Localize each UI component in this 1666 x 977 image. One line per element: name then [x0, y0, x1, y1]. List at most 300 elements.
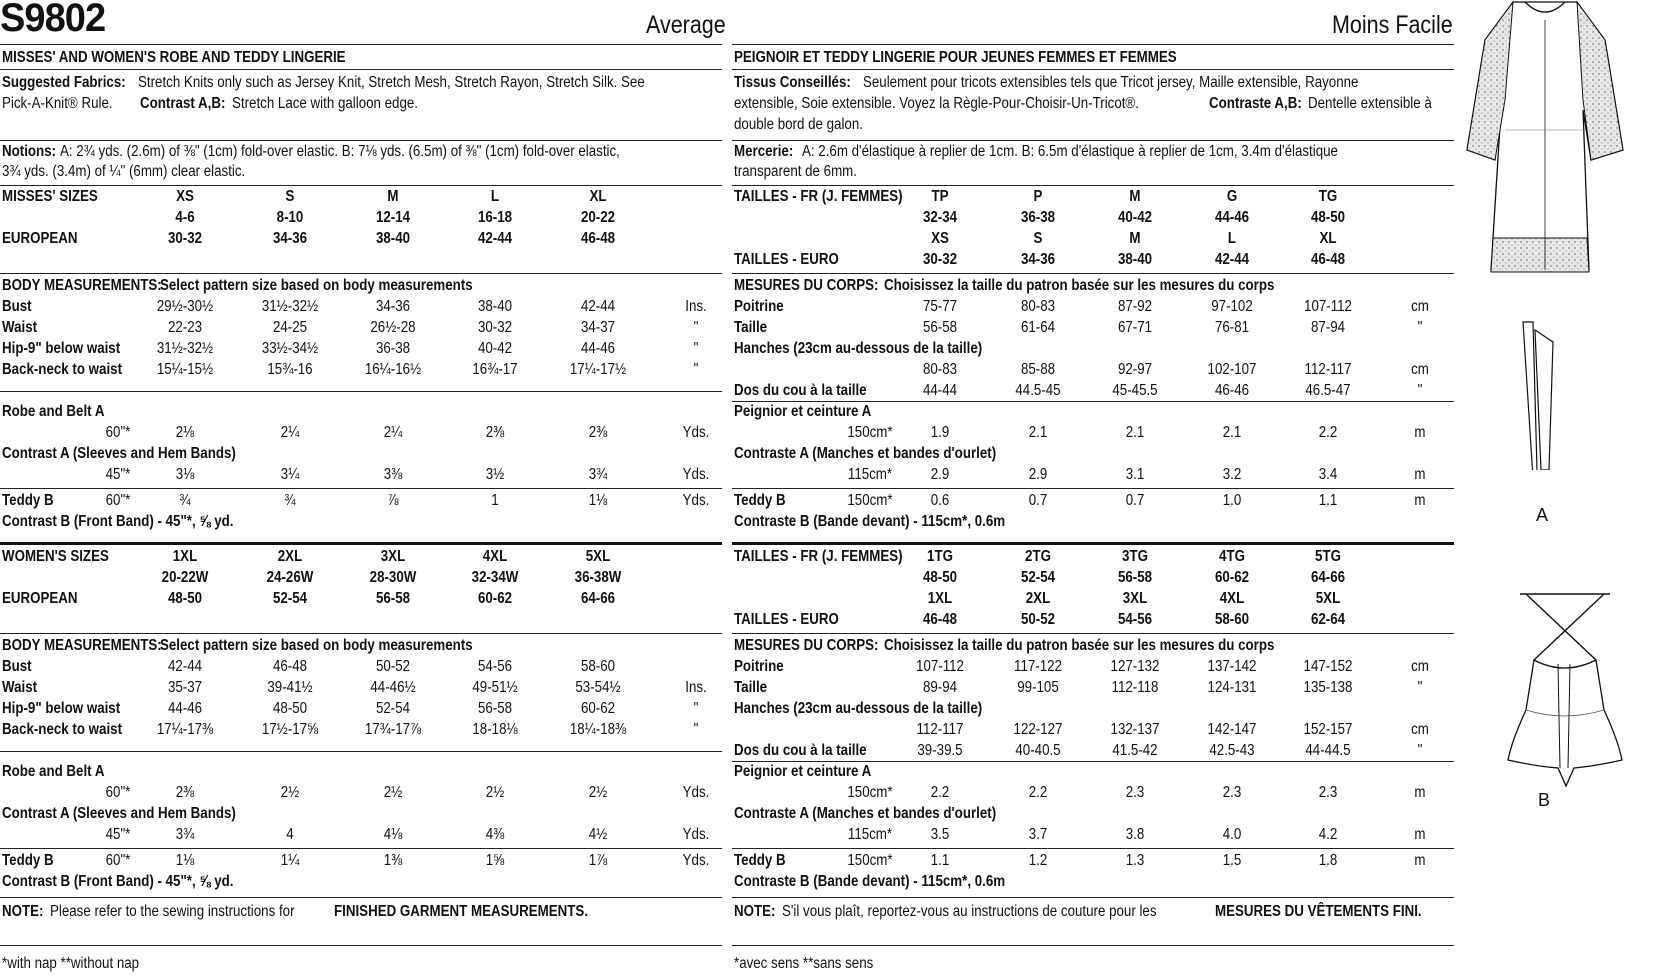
fabrics-label: Tissus Conseillés:	[734, 74, 851, 91]
measure-label: Dos du cou à la taille	[734, 382, 867, 399]
table-cell: 39-41½	[267, 679, 313, 696]
table-cell: 1.1	[930, 852, 950, 869]
table-cell: 34-36	[1020, 251, 1056, 268]
table-cell: 42.5-43	[1209, 742, 1255, 759]
table-cell: 3⅛	[175, 466, 195, 483]
measure-label: Poitrine	[734, 298, 784, 315]
table-cell: 4⅛	[383, 826, 403, 843]
measure-label: Taille	[734, 679, 768, 696]
fabrics-text: extensible, Soie extensible. Voyez la Règle-Pour-Choisir-Un-Tricot®.	[734, 95, 1139, 112]
divider	[732, 273, 1454, 274]
euro-label: TAILLES - EURO	[734, 251, 839, 268]
table-cell: 30-32	[167, 230, 203, 247]
table-cell: 3.8	[1125, 826, 1145, 843]
table-cell: 15¼-15½	[156, 361, 214, 378]
table-cell: 67-71	[1117, 319, 1153, 336]
yardage-label: Contrast A (Sleeves and Hem Bands)	[2, 805, 236, 822]
table-cell: 38-40	[375, 230, 411, 247]
table-cell: M	[1129, 230, 1141, 247]
table-cell: 42-44	[580, 298, 616, 315]
measure-label: Bust	[2, 298, 32, 315]
teddy-illustration	[1500, 590, 1630, 790]
table-cell: 102-107	[1207, 361, 1257, 378]
divider	[732, 633, 1454, 634]
table-cell: 32-34W	[471, 569, 519, 586]
section-title: PEIGNOIR ET TEDDY LINGERIE POUR JEUNES FEMMES ET FEMMES	[734, 49, 1177, 66]
divider	[732, 761, 1454, 762]
table-cell: 56-58	[922, 319, 958, 336]
fabric-width: 60"*	[105, 424, 131, 441]
measure-label: Back-neck to waist	[2, 721, 123, 738]
unit: Ins.	[685, 679, 707, 696]
table-cell: 40-42	[1117, 209, 1153, 226]
unit: cm	[1411, 361, 1429, 378]
unit: Yds.	[682, 852, 710, 869]
table-cell: 60-62	[580, 700, 616, 717]
table-cell: 50-52	[375, 658, 411, 675]
table-cell: 2½	[383, 784, 403, 801]
table-cell: L	[1227, 230, 1237, 247]
fabric-width: 150cm*	[847, 424, 893, 441]
fabrics-text: Seulement pour tricots extensibles tels que Tricot jersey, Maille extensible, Rayonne	[863, 74, 1359, 91]
view-a-label: A	[1536, 505, 1549, 525]
table-cell: 48-50	[1310, 209, 1346, 226]
table-cell: 3.5	[930, 826, 950, 843]
table-cell: 2¼	[383, 424, 403, 441]
table-cell: 1⅝	[485, 852, 505, 869]
table-cell: 80-83	[922, 361, 958, 378]
table-cell: 80-83	[1020, 298, 1056, 315]
table-cell: 17½-17⅝	[261, 721, 319, 738]
measure-label: Hip-9" below waist	[2, 340, 121, 357]
table-cell: 60-62	[1214, 569, 1250, 586]
fabric-width: 60"*	[105, 492, 131, 509]
table-cell: 0.6	[930, 492, 950, 509]
table-cell: 30-32	[477, 319, 513, 336]
table-cell: 2.3	[1222, 784, 1242, 801]
notions-text: A: 2¾ yds. (2.6m) of ⅜" (1cm) fold-over elastic. B: 7⅛ yds. (6.5m) of ⅜" (1cm) fold-over elastic,	[60, 143, 620, 160]
table-cell: XL	[589, 188, 607, 205]
table-cell: 2.3	[1125, 784, 1145, 801]
table-cell: 4TG	[1219, 548, 1245, 565]
table-cell: P	[1033, 188, 1043, 205]
divider	[0, 185, 722, 186]
unit: m	[1414, 424, 1426, 441]
euro-label: EUROPEAN	[2, 590, 78, 607]
measure-label: Bust	[2, 658, 32, 675]
table-cell: 99-105	[1017, 679, 1059, 696]
unit: "	[693, 340, 699, 357]
table-cell: 124-131	[1207, 679, 1257, 696]
table-cell: 3½	[485, 466, 505, 483]
table-cell: 8-10	[276, 209, 304, 226]
table-cell: M	[1129, 188, 1141, 205]
contrast-label: Contraste A,B:	[1209, 95, 1302, 112]
table-cell: 20-22	[580, 209, 616, 226]
divider	[0, 751, 722, 752]
table-cell: 3.7	[1028, 826, 1048, 843]
divider	[732, 488, 1454, 489]
table-cell: 1	[491, 492, 499, 509]
footer-note: *avec sens **sans sens	[734, 955, 874, 972]
table-cell: 46-48	[1310, 251, 1346, 268]
table-cell: 24-26W	[266, 569, 314, 586]
section-title: MISSES' AND WOMEN'S ROBE AND TEDDY LINGERIE	[2, 49, 346, 66]
table-cell: 36-38W	[574, 569, 622, 586]
contrast-b-label: Contraste B (Bande devant) - 115cm*, 0.6m	[734, 513, 1006, 530]
table-cell: 28-30W	[369, 569, 417, 586]
unit: "	[1417, 742, 1423, 759]
notions-text: transparent de 6mm.	[734, 163, 857, 180]
table-cell: 31½-32½	[261, 298, 319, 315]
table-cell: 38-40	[1117, 251, 1153, 268]
table-cell: 2½	[280, 784, 300, 801]
yardage-label: Contraste A (Manches et bandes d'ourlet)	[734, 445, 997, 462]
table-cell: 36-38	[375, 340, 411, 357]
table-cell: 2⅜	[485, 424, 505, 441]
unit: "	[1417, 679, 1423, 696]
table-cell: G	[1226, 188, 1238, 205]
table-cell: 2.1	[1028, 424, 1048, 441]
fabric-width: 45"*	[105, 826, 131, 843]
table-cell: 75-77	[922, 298, 958, 315]
table-cell: 44-44.5	[1305, 742, 1351, 759]
table-cell: 52-54	[272, 590, 308, 607]
table-cell: XS	[176, 188, 194, 205]
table-cell: 26½-28	[370, 319, 416, 336]
note-text: S'il vous plaît, reportez-vous au instructions de couture pour les	[782, 903, 1157, 920]
euro-label: EUROPEAN	[2, 230, 78, 247]
table-cell: 56-58	[477, 700, 513, 717]
unit: m	[1414, 492, 1426, 509]
unit: cm	[1411, 658, 1429, 675]
table-cell: 1.1	[1318, 492, 1338, 509]
table-cell: 2.1	[1125, 424, 1145, 441]
table-cell: 42-44	[477, 230, 513, 247]
table-cell: 4-6	[175, 209, 195, 226]
table-cell: 122-127	[1013, 721, 1063, 738]
unit: "	[693, 361, 699, 378]
table-cell: 36-38	[1020, 209, 1056, 226]
table-cell: 30-32	[922, 251, 958, 268]
difficulty-en: Average	[646, 11, 726, 39]
notions-text: 3¾ yds. (3.4m) of ¼" (6mm) clear elastic.	[2, 163, 246, 180]
divider	[0, 44, 722, 45]
table-cell: 3.2	[1222, 466, 1242, 483]
table-cell: 85-88	[1020, 361, 1056, 378]
fabrics-text: double bord de galon.	[734, 116, 863, 133]
view-b-label: B	[1538, 790, 1551, 810]
robe-illustration	[1465, 0, 1625, 470]
table-cell: 34-36	[375, 298, 411, 315]
fabric-width: 150cm*	[847, 852, 893, 869]
table-cell: 44-46½	[370, 679, 416, 696]
table-cell: 45-45.5	[1112, 382, 1158, 399]
size-label: TAILLES - FR (J. FEMMES)	[734, 548, 903, 565]
divider	[732, 185, 1454, 186]
table-cell: 1.0	[1222, 492, 1242, 509]
fabrics-text: Pick-A-Knit® Rule.	[2, 95, 113, 112]
table-cell: 34-37	[580, 319, 616, 336]
table-cell: 41.5-42	[1112, 742, 1158, 759]
divider	[0, 69, 722, 70]
table-cell: 61-64	[1020, 319, 1056, 336]
table-cell: 48-50	[272, 700, 308, 717]
yardage-label: Teddy B	[734, 492, 786, 509]
table-cell: 132-137	[1110, 721, 1160, 738]
yardage-label: Peignior et ceinture A	[734, 763, 872, 780]
table-cell: 52-54	[1020, 569, 1056, 586]
table-cell: 97-102	[1211, 298, 1253, 315]
table-cell: 62-64	[1310, 611, 1346, 628]
table-cell: 4XL	[482, 548, 508, 565]
table-cell: 16-18	[477, 209, 513, 226]
table-cell: 46-46	[1214, 382, 1250, 399]
table-cell: 17¼-17⅜	[156, 721, 214, 738]
table-cell: 52-54	[375, 700, 411, 717]
table-cell: 20-22W	[161, 569, 209, 586]
table-cell: 44-46	[580, 340, 616, 357]
table-cell: 2¼	[280, 424, 300, 441]
fabric-width: 60"*	[105, 852, 131, 869]
divider	[732, 542, 1454, 545]
unit: m	[1414, 784, 1426, 801]
yardage-label: Robe and Belt A	[2, 403, 105, 420]
table-cell: 1⅞	[588, 852, 608, 869]
table-cell: 2.1	[1222, 424, 1242, 441]
note-label: NOTE:	[2, 903, 44, 920]
unit: Yds.	[682, 784, 710, 801]
table-cell: 3¼	[280, 466, 300, 483]
table-cell: 89-94	[922, 679, 958, 696]
note-label: NOTE:	[734, 903, 776, 920]
divider	[732, 44, 1454, 45]
table-cell: 4.2	[1318, 826, 1338, 843]
table-cell: 3XL	[1122, 590, 1148, 607]
contrast-b-label: Contraste B (Bande devant) - 115cm*, 0.6m	[734, 873, 1006, 890]
fabrics-label: Suggested Fabrics:	[2, 74, 126, 91]
table-cell: 12-14	[375, 209, 411, 226]
unit: m	[1414, 826, 1426, 843]
unit: cm	[1411, 298, 1429, 315]
table-cell: 4½	[588, 826, 608, 843]
contrast-b-label: Contrast B (Front Band) - 45"*, ⅝ yd.	[2, 513, 234, 530]
unit: "	[1417, 382, 1423, 399]
body-measurements-label: MESURES DU CORPS:	[734, 277, 879, 294]
divider	[0, 848, 722, 849]
table-cell: 31½-32½	[156, 340, 214, 357]
unit: Yds.	[682, 492, 710, 509]
fabric-width: 150cm*	[847, 784, 893, 801]
table-cell: 87-92	[1117, 298, 1153, 315]
table-cell: 2⅜	[588, 424, 608, 441]
footer-note: *with nap **without nap	[2, 955, 140, 972]
table-cell: 1.8	[1318, 852, 1338, 869]
table-cell: 46-48	[922, 611, 958, 628]
table-cell: 50-52	[1020, 611, 1056, 628]
divider	[0, 897, 722, 898]
table-cell: 117-122	[1014, 658, 1062, 675]
fabric-width: 60"*	[105, 784, 131, 801]
unit: cm	[1411, 721, 1429, 738]
table-cell: ¾	[179, 492, 191, 509]
fabric-width: 150cm*	[847, 492, 893, 509]
table-cell: 58-60	[580, 658, 616, 675]
yardage-label: Peignior et ceinture A	[734, 403, 872, 420]
table-cell: 1TG	[927, 548, 953, 565]
table-cell: 152-157	[1303, 721, 1353, 738]
table-cell: TG	[1318, 188, 1338, 205]
table-cell: 35-37	[167, 679, 203, 696]
table-cell: 64-66	[1310, 569, 1346, 586]
table-cell: 15¾-16	[267, 361, 313, 378]
table-cell: 1.9	[930, 424, 950, 441]
unit: Yds.	[682, 424, 710, 441]
table-cell: 2⅛	[175, 424, 195, 441]
size-label: TAILLES - FR (J. FEMMES)	[734, 188, 903, 205]
table-cell: 3⅜	[383, 466, 403, 483]
table-cell: 3.4	[1318, 466, 1338, 483]
table-cell: 46-48	[580, 230, 616, 247]
table-cell: 56-58	[1117, 569, 1153, 586]
divider	[0, 945, 722, 946]
table-cell: 135-138	[1303, 679, 1353, 696]
table-cell: 39-39.5	[917, 742, 963, 759]
table-cell: 56-58	[375, 590, 411, 607]
yardage-label: Teddy B	[2, 852, 54, 869]
table-cell: 42-44	[167, 658, 203, 675]
table-cell: 42-44	[1214, 251, 1250, 268]
unit: Yds.	[682, 826, 710, 843]
table-cell: 2XL	[277, 548, 303, 565]
table-cell: 4	[286, 826, 294, 843]
table-cell: 29½-30½	[156, 298, 214, 315]
table-cell: 2.3	[1318, 784, 1338, 801]
measure-label: Hip-9" below waist	[2, 700, 121, 717]
table-cell: 87-94	[1310, 319, 1346, 336]
fabric-width: 115cm*	[847, 466, 893, 483]
measure-label: Taille	[734, 319, 768, 336]
table-cell: 1XL	[172, 548, 198, 565]
table-cell: 46-48	[272, 658, 308, 675]
measure-label: Back-neck to waist	[2, 361, 123, 378]
body-measurements-text: Choisissez la taille du patron basée sur les mesures du corps	[884, 637, 1275, 654]
table-cell: 2⅜	[175, 784, 195, 801]
fabric-width: 115cm*	[847, 826, 893, 843]
pattern-code: S9802	[0, 0, 106, 40]
table-cell: S	[1033, 230, 1043, 247]
note-text: Please refer to the sewing instructions for	[50, 903, 295, 920]
table-cell: 0.7	[1028, 492, 1048, 509]
divider	[0, 273, 722, 274]
divider	[0, 542, 722, 545]
unit: m	[1414, 852, 1426, 869]
divider	[0, 140, 722, 141]
table-cell: 24-25	[272, 319, 308, 336]
table-cell: 44.5-45	[1015, 382, 1061, 399]
table-cell: 3¾	[175, 826, 195, 843]
table-cell: 76-81	[1214, 319, 1250, 336]
unit: "	[693, 721, 699, 738]
table-cell: 18¼-18⅜	[569, 721, 627, 738]
table-cell: L	[490, 188, 500, 205]
table-cell: 112-118	[1111, 679, 1159, 696]
table-cell: 112-117	[1304, 361, 1352, 378]
divider	[732, 897, 1454, 898]
note-bold: FINISHED GARMENT MEASUREMENTS.	[334, 903, 589, 920]
table-cell: 5XL	[585, 548, 611, 565]
table-cell: 18-18⅛	[472, 721, 518, 738]
table-cell: 2.9	[1028, 466, 1048, 483]
table-cell: 58-60	[1214, 611, 1250, 628]
unit: Ins.	[685, 298, 707, 315]
unit: "	[1417, 319, 1423, 336]
fabric-width: 45"*	[105, 466, 131, 483]
divider	[732, 848, 1454, 849]
table-cell: 2XL	[1025, 590, 1051, 607]
table-cell: 53-54½	[575, 679, 621, 696]
table-cell: 5XL	[1315, 590, 1341, 607]
yardage-label: Contrast A (Sleeves and Hem Bands)	[2, 445, 236, 462]
table-cell: 3.1	[1125, 466, 1145, 483]
table-cell: TP	[931, 188, 949, 205]
table-cell: 17¾-17⅞	[364, 721, 422, 738]
table-cell: 112-117	[916, 721, 964, 738]
yardage-label: Robe and Belt A	[2, 763, 105, 780]
table-cell: 1⅜	[383, 852, 403, 869]
body-measurements-label: MESURES DU CORPS:	[734, 637, 879, 654]
table-cell: 2.2	[930, 784, 950, 801]
table-cell: 2.2	[1028, 784, 1048, 801]
unit: "	[693, 319, 699, 336]
table-cell: 4.0	[1222, 826, 1242, 843]
table-cell: 34-36	[272, 230, 308, 247]
table-cell: 16¾-17	[472, 361, 518, 378]
fabrics-text: Stretch Lace with galloon edge.	[232, 95, 419, 112]
table-cell: 60-62	[477, 590, 513, 607]
table-cell: 127-132	[1110, 658, 1160, 675]
contrast-label: Contrast A,B:	[140, 95, 226, 112]
table-cell: 2½	[485, 784, 505, 801]
measure-label: Hanches (23cm au-dessous de la taille)	[734, 700, 983, 717]
measure-label: Dos du cou à la taille	[734, 742, 867, 759]
measure-label: Hanches (23cm au-dessous de la taille)	[734, 340, 983, 357]
table-cell: 17¼-17½	[569, 361, 627, 378]
fabrics-text: Stretch Knits only such as Jersey Knit, Stretch Mesh, Stretch Rayon, Stretch Silk. See	[138, 74, 645, 91]
table-cell: 16¼-16½	[364, 361, 422, 378]
notions-label: Mercerie:	[734, 143, 794, 160]
body-measurements-label: BODY MEASUREMENTS:	[2, 637, 162, 654]
table-cell: 54-56	[477, 658, 513, 675]
body-measurements-label: BODY MEASUREMENTS:	[2, 277, 162, 294]
table-cell: 2.2	[1318, 424, 1338, 441]
table-cell: ⅞	[387, 492, 399, 509]
contrast-b-label: Contrast B (Front Band) - 45"*, ⅝ yd.	[2, 873, 234, 890]
yardage-label: Teddy B	[734, 852, 786, 869]
table-cell: S	[285, 188, 295, 205]
table-cell: 49-51½	[472, 679, 518, 696]
difficulty-fr: Moins Facile	[1332, 11, 1453, 39]
body-measurements-text: Choisissez la taille du patron basée sur les mesures du corps	[884, 277, 1275, 294]
table-cell: 33½-34½	[261, 340, 319, 357]
table-cell: 3¾	[588, 466, 608, 483]
table-cell: 1⅛	[175, 852, 195, 869]
euro-label: TAILLES - EURO	[734, 611, 839, 628]
table-cell: 107-112	[916, 658, 964, 675]
table-cell: 48-50	[922, 569, 958, 586]
unit: m	[1414, 466, 1426, 483]
measure-label: Poitrine	[734, 658, 784, 675]
